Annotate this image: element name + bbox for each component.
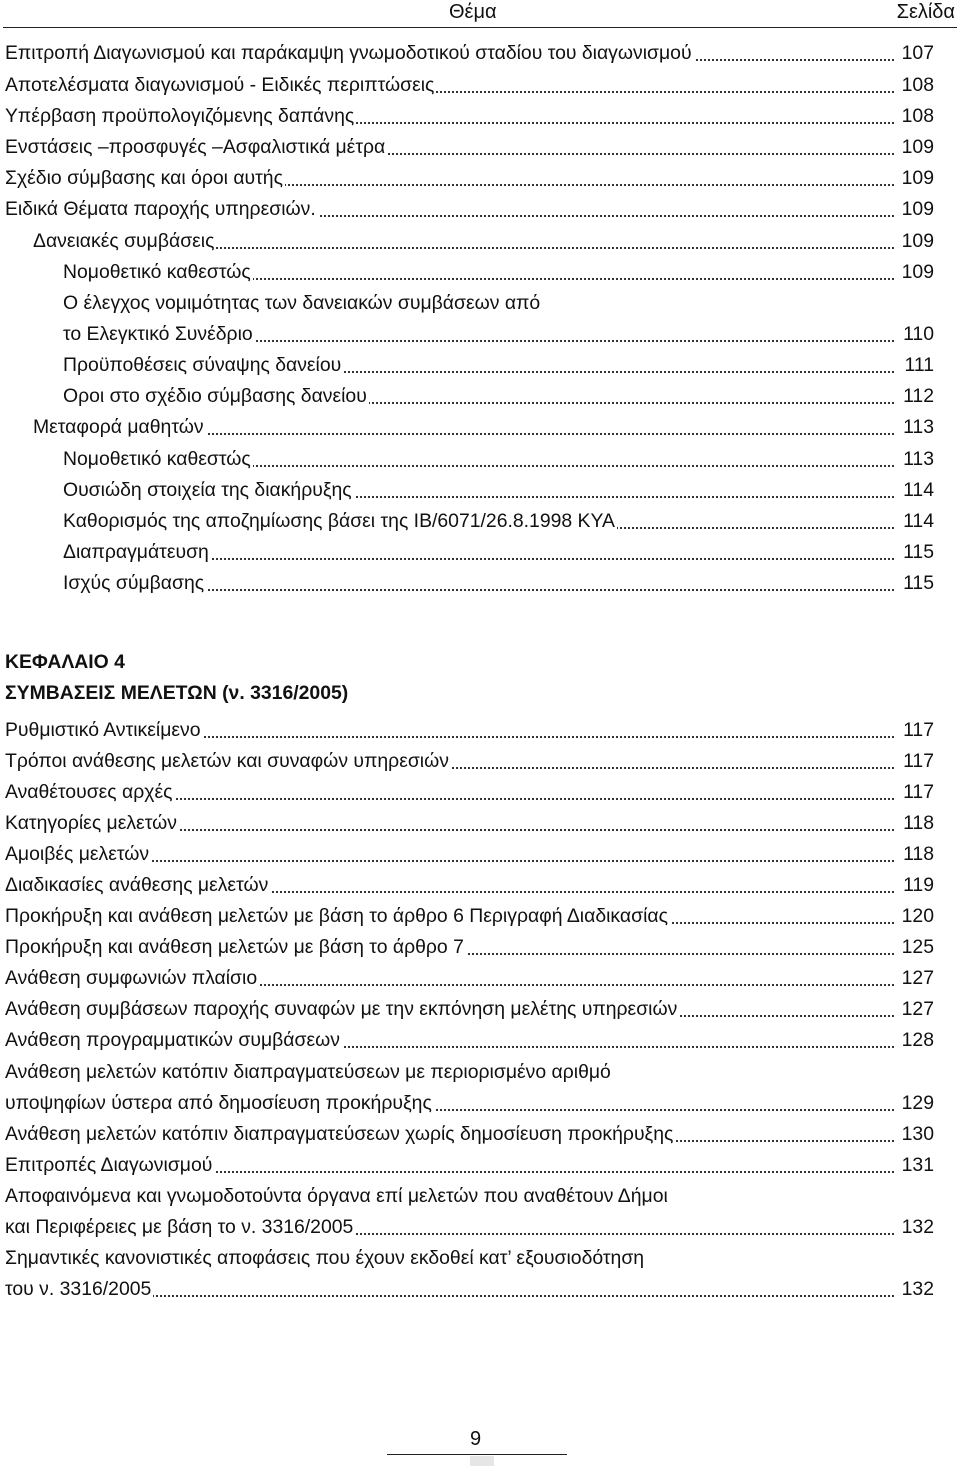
toc-entry[interactable]	[5, 871, 934, 899]
chapter-number: ΚΕΦΑΛΑΙΟ 4	[5, 651, 125, 673]
toc-entry-page: 108	[900, 71, 934, 99]
toc-entry-title: Επιτροπή Διαγωνισμού και παράκαμψη γνωμοδοτικού σταδίου του διαγωνισμού	[5, 39, 694, 67]
toc-entry-title: Νομοθετικό καθεστώς	[63, 258, 253, 286]
toc-entry-title: Αποφαινόμενα και γνωμοδοτούντα όργανα επί μελετών που αναθέτουν Δήμοι	[5, 1182, 670, 1210]
toc-entry[interactable]	[5, 964, 934, 992]
toc-entry[interactable]	[5, 1151, 934, 1179]
toc-entry-title: υποψηφίων ύστερα από δημοσίευση προκήρυξης	[5, 1089, 434, 1117]
toc-entry[interactable]	[5, 133, 934, 161]
toc-entry[interactable]	[63, 289, 934, 317]
toc-entry-page: 112	[901, 382, 934, 410]
toc-entry[interactable]	[63, 569, 934, 597]
toc-entry-page: 117	[901, 778, 934, 806]
toc-entry-title: Ανάθεση συμφωνιών πλαίσιο	[5, 964, 259, 992]
toc-entry[interactable]	[5, 1026, 934, 1054]
toc-entry-title: Δανειακές συμβάσεις	[33, 227, 216, 255]
toc-entry-page: 132	[900, 1213, 934, 1241]
toc-entry[interactable]	[33, 227, 934, 255]
toc-entry-title: Ανάθεση συμβάσεων παροχής συναφών με την εκπόνηση μελέτης υπηρεσιών	[5, 995, 679, 1023]
toc-entry-page: 128	[900, 1026, 934, 1054]
toc-entry-title: Αμοιβές μελετών	[5, 840, 151, 868]
toc-entry-page: 114	[901, 507, 934, 535]
toc-entry[interactable]	[5, 195, 934, 223]
toc-entry[interactable]	[5, 102, 934, 130]
header-rule	[3, 27, 957, 28]
toc-entry-page: 111	[903, 351, 934, 379]
toc-entry-title: Σημαντικές κανονιστικές αποφάσεις που έχουν εκδοθεί κατ’ εξουσιοδότηση	[5, 1244, 646, 1272]
toc-entry-page: 125	[900, 933, 934, 961]
toc-entry-title: Ειδικά Θέματα παροχής υπηρεσιών.	[5, 195, 318, 223]
toc-entry-title: Ισχύς σύμβασης	[63, 569, 206, 597]
toc-entry[interactable]	[5, 716, 934, 744]
toc-entry-page: 131	[900, 1151, 934, 1179]
toc-entry-page: 129	[900, 1089, 934, 1117]
toc-entry-title: Νομοθετικό καθεστώς	[63, 445, 253, 473]
toc-entry-page: 108	[900, 102, 934, 130]
toc-entry-page: 120	[900, 902, 934, 930]
toc-entry-title: Υπέρβαση προϋπολογιζόμενης δαπάνης	[5, 102, 356, 130]
toc-entry[interactable]	[63, 507, 934, 535]
toc-entry[interactable]	[63, 445, 934, 473]
toc-entry-page: 115	[901, 569, 934, 597]
toc-entry[interactable]	[5, 902, 934, 930]
toc-entry[interactable]	[63, 382, 934, 410]
toc-entry-page: 109	[900, 195, 934, 223]
footer-tab	[470, 1456, 494, 1466]
toc-entry[interactable]	[33, 413, 934, 441]
toc-entry[interactable]	[63, 476, 934, 504]
toc-entry-page: 110	[901, 320, 934, 348]
toc-entry-title: Ανάθεση προγραμματικών συμβάσεων	[5, 1026, 342, 1054]
toc-entry-page: 127	[900, 995, 934, 1023]
toc-entry[interactable]	[5, 1244, 934, 1272]
toc-entry[interactable]	[5, 747, 934, 775]
toc-entry-title: Οροι στο σχέδιο σύμβασης δανείου	[63, 382, 369, 410]
toc-entry-page: 109	[900, 258, 934, 286]
toc-entry[interactable]	[5, 1213, 934, 1241]
toc-entry[interactable]	[5, 1089, 934, 1117]
toc-entry[interactable]	[5, 809, 934, 837]
toc-entry-title: και Περιφέρειες με βάση το ν. 3316/2005	[5, 1213, 355, 1241]
toc-entry-title: Ο έλεγχος νομιμότητας των δανειακών συμβάσεων από	[63, 289, 542, 317]
toc-entry-title: Ανάθεση μελετών κατόπιν διαπραγματεύσεων με περιορισμένο αριθμό	[5, 1058, 613, 1086]
toc-entry[interactable]	[5, 1182, 934, 1210]
toc-entry-title: Μεταφορά μαθητών	[33, 413, 206, 441]
toc-entry-title: Αναθέτουσες αρχές	[5, 778, 174, 806]
toc-entry-page: 109	[900, 133, 934, 161]
page-number: 9	[470, 1428, 482, 1450]
toc-entry[interactable]	[5, 39, 934, 67]
toc-entry-page: 127	[900, 964, 934, 992]
toc-entry[interactable]	[5, 1120, 934, 1148]
toc-entry-page: 132	[900, 1275, 934, 1303]
toc-entry[interactable]	[5, 933, 934, 961]
toc-entry-title: Επιτροπές Διαγωνισμού	[5, 1151, 214, 1179]
toc-entry-page: 113	[901, 445, 934, 473]
toc-entry-title: Ουσιώδη στοιχεία της διακήρυξης	[63, 476, 354, 504]
toc-entry[interactable]	[63, 320, 934, 348]
toc-entry-title: Ενστάσεις –προσφυγές –Ασφαλιστικά μέτρα	[5, 133, 387, 161]
toc-entry-title: Ρυθμιστικό Αντικείμενο	[5, 716, 203, 744]
toc-entry-page: 117	[901, 716, 934, 744]
toc-entry[interactable]	[5, 1275, 934, 1303]
toc-entry-page: 119	[901, 871, 934, 899]
toc-entry-page: 107	[900, 39, 934, 67]
toc-entry-title: Ανάθεση μελετών κατόπιν διαπραγματεύσεων χωρίς δημοσίευση προκήρυξης	[5, 1120, 675, 1148]
toc-entry-page: 113	[901, 413, 934, 441]
toc-entry[interactable]	[5, 778, 934, 806]
toc-entry-page: 114	[901, 476, 934, 504]
toc-entry[interactable]	[5, 164, 934, 192]
toc-entry[interactable]	[5, 1058, 934, 1086]
toc-entry-page: 109	[900, 227, 934, 255]
toc-entry-page: 130	[900, 1120, 934, 1148]
toc-entry-title: Προκήρυξη και ανάθεση μελετών με βάση το άρθρο 7	[5, 933, 466, 961]
toc-entry-title: Αποτελέσματα διαγωνισμού - Ειδικές περιπτώσεις	[5, 71, 436, 99]
toc-entry-title: Κατηγορίες μελετών	[5, 809, 179, 837]
toc-entry-title: Διαπραγμάτευση	[63, 538, 211, 566]
toc-entry-page: 118	[901, 809, 934, 837]
toc-entry-page: 115	[901, 538, 934, 566]
toc-entry[interactable]	[5, 71, 934, 99]
toc-entry-title: Προϋποθέσεις σύναψης δανείου	[63, 351, 343, 379]
toc-entry[interactable]	[63, 351, 934, 379]
toc-entry[interactable]	[5, 840, 934, 868]
chapter-title: ΣΥΜΒΑΣΕΙΣ ΜΕΛΕΤΩΝ (ν. 3316/2005)	[5, 682, 349, 704]
toc-entry-title: Προκήρυξη και ανάθεση μελετών με βάση το άρθρο 6 Περιγραφή Διαδικασίας	[5, 902, 670, 930]
page-header	[0, 0, 960, 27]
toc-entry-title: το Ελεγκτικό Συνέδριο	[63, 320, 255, 348]
toc-entry-title: Διαδικασίες ανάθεσης μελετών	[5, 871, 270, 899]
toc-entry[interactable]	[63, 538, 934, 566]
toc-entry-title: Τρόποι ανάθεσης μελετών και συναφών υπηρεσιών	[5, 747, 451, 775]
toc-entry-page: 109	[900, 164, 934, 192]
toc-entry-title: Σχέδιο σύμβασης και όροι αυτής	[5, 164, 285, 192]
toc-entry-title: του ν. 3316/2005	[5, 1275, 153, 1303]
column-header-page: Σελίδα	[896, 1, 955, 23]
toc-entry[interactable]	[63, 258, 934, 286]
footer-rule	[387, 1454, 567, 1455]
toc-entry[interactable]	[5, 995, 934, 1023]
toc-entry-title: Καθορισμός της αποζημίωσης βάσει της ΙΒ/6071/26.8.1998 ΚΥΑ	[63, 507, 617, 535]
toc-entry-page: 117	[901, 747, 934, 775]
column-header-topic: Θέμα	[449, 1, 497, 23]
toc-entry-page: 118	[901, 840, 934, 868]
